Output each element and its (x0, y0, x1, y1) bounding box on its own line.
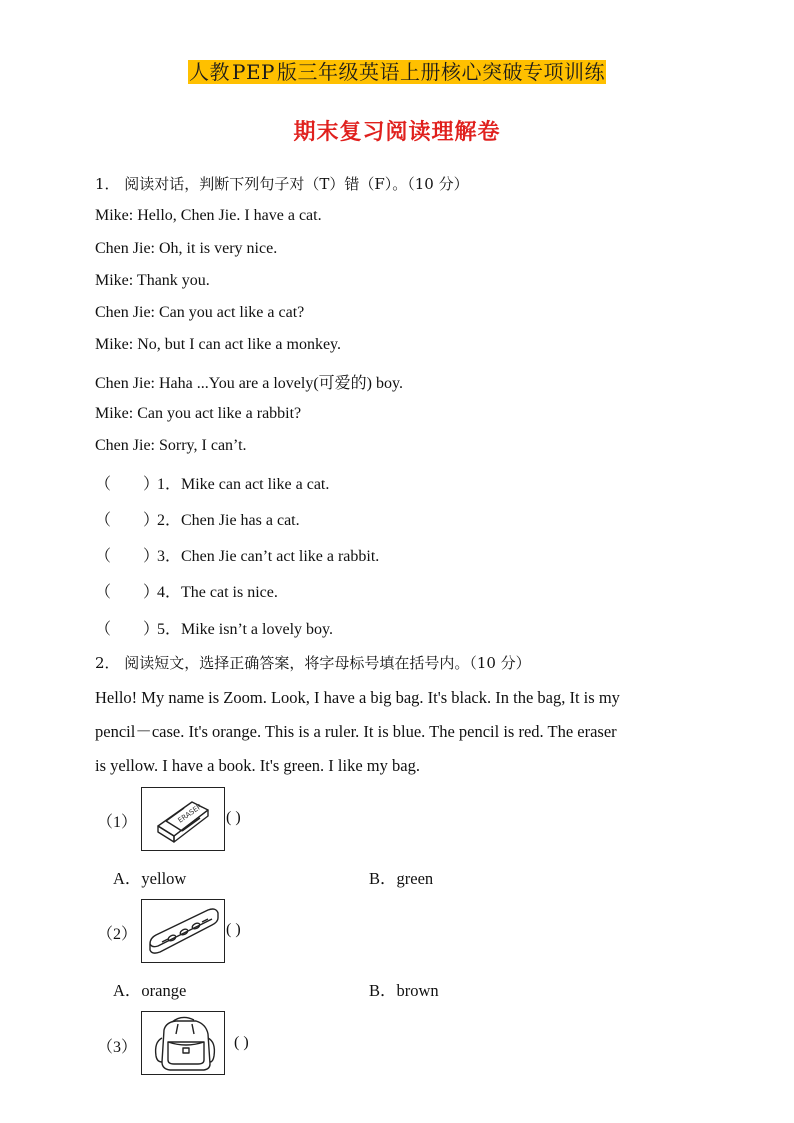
dialogue-line: Mike: Can you act like a rabbit? (95, 405, 302, 422)
title-part: 版三年级英语上册核心突破专项训练 (277, 60, 605, 84)
passage-line: pencil－case. It's orange. This is a ruler. It is blue. The pencil is red. The eraser (95, 722, 617, 741)
dialogue-line: Mike: No, but I can act like a monkey. (95, 336, 341, 353)
title-part: PEP (231, 60, 275, 84)
backpack-icon (141, 1011, 225, 1075)
pencil-case-icon (141, 899, 225, 963)
dialogue-line: Chen Jie: Sorry, I can’t. (95, 437, 247, 454)
answer-blank[interactable]: （ ） (95, 476, 160, 493)
option-b: B．brown (369, 981, 439, 1000)
judgement-item (95, 543, 379, 566)
passage-line: is yellow. I have a book. It's green. I like my bag. (95, 756, 420, 775)
statement-text: 3．Chen Jie can’t act like a rabbit. (157, 548, 380, 565)
section2-heading: 2． 阅读短文，选择正确答案，将字母标号填在括号内。（10 分） (95, 654, 531, 672)
answer-blank[interactable]: （ ） (95, 584, 160, 601)
option-a: A．yellow (113, 869, 187, 888)
answer-blank[interactable]: ( ) (226, 809, 241, 826)
judgement-item (95, 471, 329, 494)
dialogue-line: Mike: Thank you. (95, 272, 210, 289)
dialogue-line: Chen Jie: Haha ...You are a lovely(可爱的) boy. (95, 375, 403, 392)
eraser-icon (141, 787, 225, 851)
answer-blank[interactable]: （ ） (95, 548, 160, 565)
question-number: （1） (97, 814, 138, 831)
dialogue-line: Mike: Hello, Chen Jie. I have a cat. (95, 207, 322, 224)
judgement-item (95, 507, 300, 530)
judgement-item (95, 616, 333, 639)
answer-blank[interactable]: ( ) (226, 921, 241, 938)
reading-passage (95, 681, 695, 783)
answer-blank[interactable]: ( ) (234, 1034, 249, 1051)
statement-text: 5．Mike isn’t a lovely boy. (157, 621, 333, 638)
answer-blank[interactable]: （ ） (95, 512, 160, 529)
section1-heading: 1． 阅读对话，判断下列句子对（T）错（F）。（10 分） (95, 175, 469, 193)
statement-text: 1．Mike can act like a cat. (157, 476, 330, 493)
answer-blank[interactable]: （ ） (95, 621, 160, 638)
title-part: 人教 (188, 60, 230, 84)
dialogue-line: Chen Jie: Oh, it is very nice. (95, 240, 278, 257)
question-number: （3） (97, 1039, 138, 1056)
option-a: A．orange (113, 981, 187, 1000)
svg-text:ERASER: ERASER (176, 802, 204, 825)
judgement-item (95, 579, 278, 602)
worksheet-title (188, 54, 606, 90)
dialogue-line: Chen Jie: Can you act like a cat? (95, 304, 305, 321)
statement-text: 4．The cat is nice. (157, 584, 278, 601)
question-number: （2） (97, 926, 138, 943)
worksheet-subtitle: 期末复习阅读理解卷 (293, 120, 501, 145)
passage-line: Hello! My name is Zoom. Look, I have a big bag. It's black. In the bag, It is my (95, 688, 620, 707)
statement-text: 2．Chen Jie has a cat. (157, 512, 300, 529)
header (0, 54, 794, 90)
option-b: B．green (369, 869, 434, 888)
